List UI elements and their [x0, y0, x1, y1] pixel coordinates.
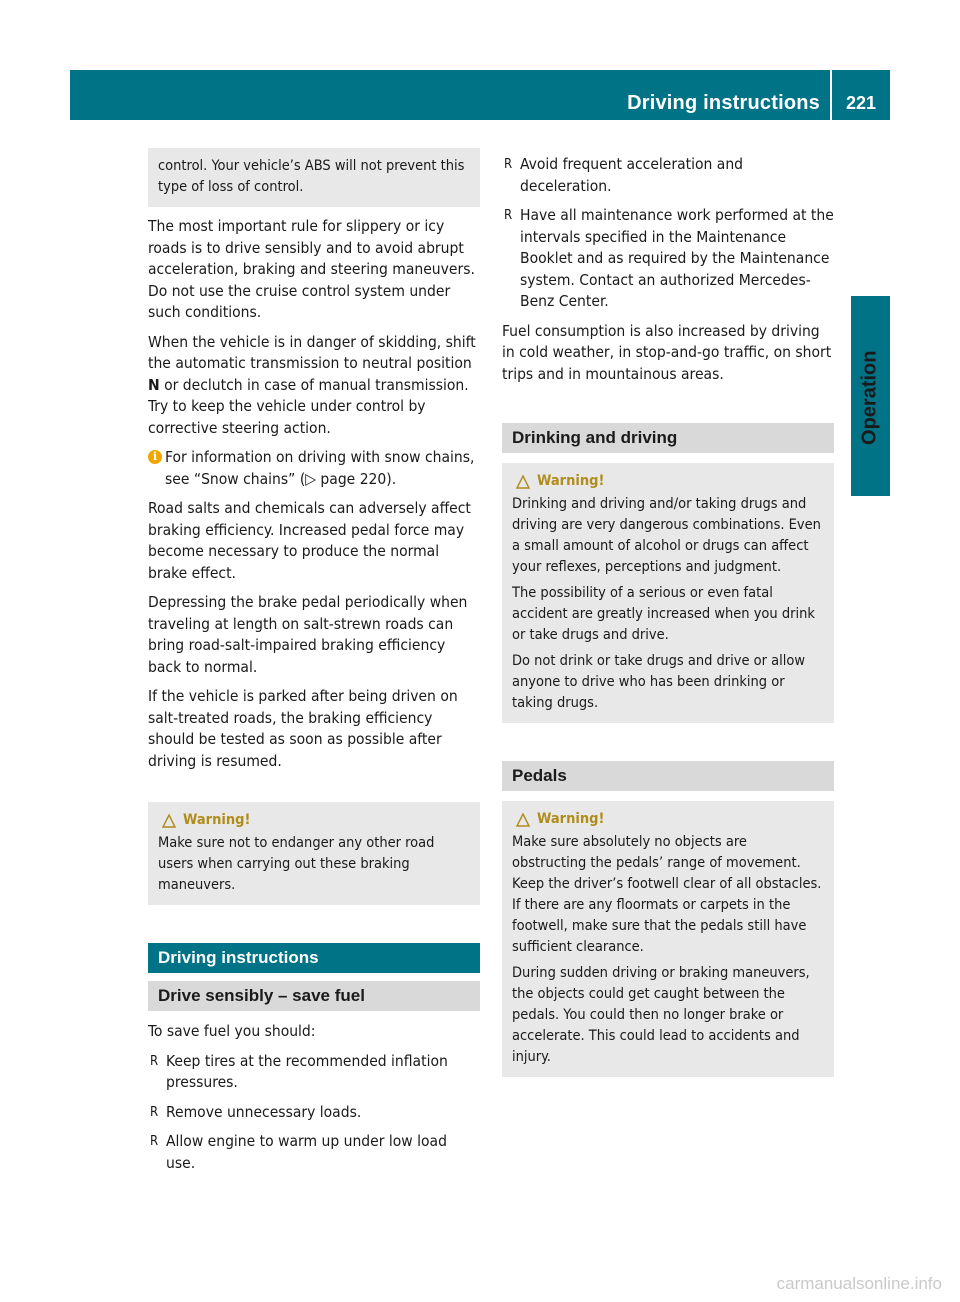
warning-triangle-icon — [516, 813, 530, 827]
warning-text: The possibility of a serious or even fatal accident are greatly increased when you drink or take drugs and drive. — [512, 585, 815, 643]
warning-text: control. Your vehicle’s ABS will not prevent this type of loss of control. — [158, 158, 465, 195]
watermark-url: carmanualsonline.info — [776, 1273, 942, 1293]
left-column — [148, 148, 480, 1182]
section-heading: Driving instructions — [148, 943, 480, 973]
warning-heading: Warning! — [512, 809, 824, 830]
list-item: R Have all maintenance work performed at the intervals specified in the Maintenance Booklet and as required by the Maintenance system. Contact an authorized Mercedes-Benz Center. — [502, 205, 834, 313]
right-column — [502, 148, 834, 1086]
header-title: Driving instructions — [627, 92, 820, 114]
side-tab-label-wrap — [851, 300, 890, 495]
list-item: R Keep tires at the recommended inflation pressures. — [148, 1051, 480, 1094]
page-header — [70, 70, 890, 120]
list-item: R Allow engine to warm up under low load use. — [148, 1131, 480, 1174]
warning-text: Drinking and driving and/or taking drugs and driving are very dangerous combinations. Even a small amount of alcohol or drugs can affect your reflexes, perceptions and judgment. — [512, 496, 821, 575]
warning-text: Make sure absolutely no objects are obstructing the pedals’ range of movement. Keep the driver’s footwell clear of all obstacles. If there are any floormats or carpets in the footwell, make sure that the pedals still have sufficient clearance. — [512, 834, 822, 955]
paragraph: If the vehicle is parked after being driven on salt-treated roads, the braking efficiency should be tested as soon as possible after driving is resumed. — [148, 687, 458, 770]
warning-heading: Warning! — [158, 810, 470, 831]
side-tab-label: Operation — [858, 350, 881, 445]
warning-text: During sudden driving or braking maneuvers, the objects could get caught between the pedals. You could then no longer brake or accelerate. This could lead to accidents and injury. — [512, 965, 810, 1065]
info-icon: i — [148, 450, 162, 464]
fuel-tips-list-continued — [502, 154, 834, 313]
subsection-heading: Drive sensibly – save fuel — [148, 981, 480, 1011]
fuel-tips-list — [148, 1051, 480, 1175]
paragraph: The most important rule for slippery or icy roads is to drive sensibly and to avoid abrupt acceleration, braking and steering maneuvers. Do not use the cruise control system under such conditions. — [148, 217, 475, 321]
page-ref-arrow-icon: ▷ — [305, 469, 316, 488]
warning-triangle-icon — [516, 475, 530, 489]
page-number: 221 — [845, 93, 877, 113]
list-item: R Avoid frequent acceleration and deceleration. — [502, 154, 834, 197]
warning-box — [502, 801, 834, 1077]
paragraph: Road salts and chemicals can adversely affect braking efficiency. Increased pedal force may become necessary to produce the normal brake effect. — [148, 499, 471, 582]
warning-text: Make sure not to endanger any other road users when carrying out these braking maneuvers. — [158, 835, 435, 893]
page-reference-link[interactable]: page 220). — [316, 469, 397, 488]
list-item: R Remove unnecessary loads. — [148, 1102, 480, 1124]
info-note: i For information on driving with snow chains, see “Snow chains” (▷ page 220). — [148, 447, 480, 490]
paragraph: Depressing the brake pedal periodically when traveling at length on salt-strewn roads can bring road-salt-impaired braking efficiency back to normal. — [148, 593, 468, 676]
paragraph: Fuel consumption is also increased by driving in cold weather, in stop-and-go traffic, on short trips and in mountainous areas. — [502, 321, 832, 383]
warning-box-continued — [148, 148, 480, 207]
warning-text: Do not drink or take drugs and drive or allow anyone to drive who has been drinking or taking drugs. — [512, 653, 806, 711]
warning-triangle-icon — [162, 814, 176, 828]
section-heading: Pedals — [502, 761, 834, 791]
paragraph: To save fuel you should: — [148, 1022, 316, 1040]
section-heading: Drinking and driving — [502, 423, 834, 453]
gear-position: N — [148, 375, 160, 394]
paragraph: When the vehicle is in danger of skidding, shift the automatic transmission to neutral position N or declutch in case of manual transmission. Try to keep the vehicle under control by corrective steering action. — [148, 332, 476, 437]
warning-box — [502, 463, 834, 723]
warning-heading: Warning! — [512, 471, 824, 492]
warning-box — [148, 802, 480, 905]
